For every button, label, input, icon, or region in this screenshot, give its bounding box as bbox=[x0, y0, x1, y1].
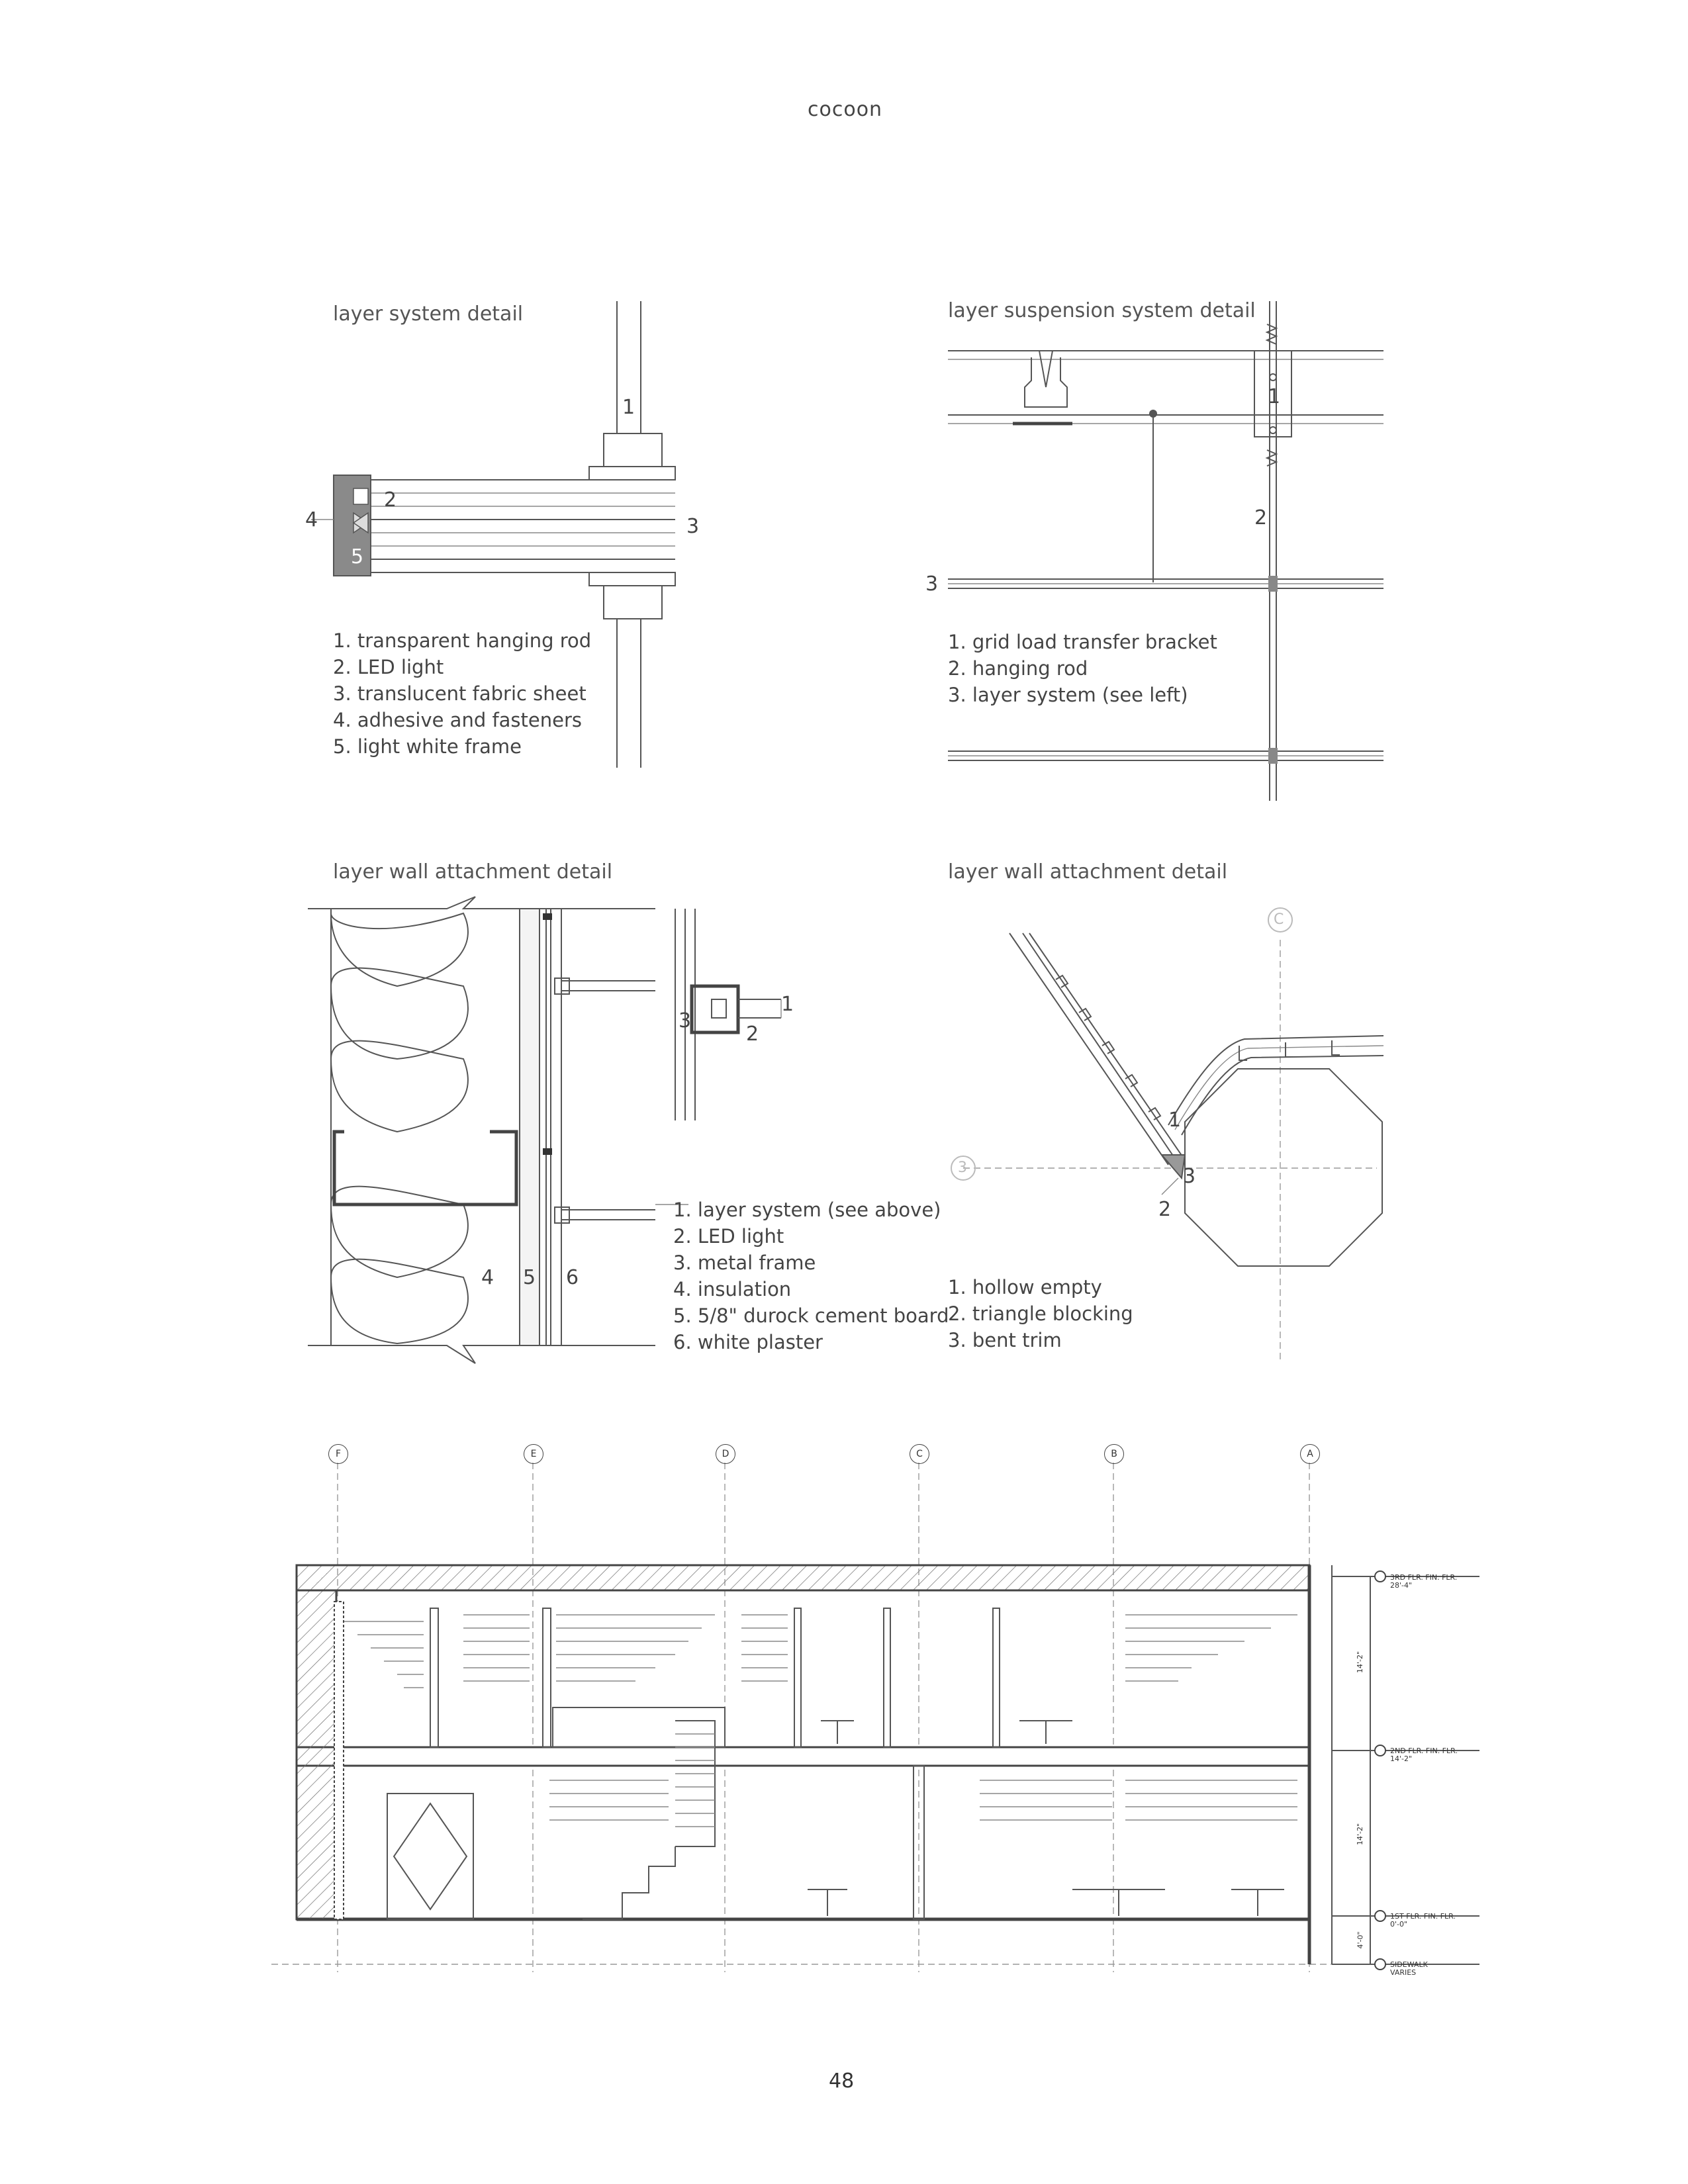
detail-3-inset-callout-2: 2 bbox=[746, 1023, 759, 1046]
dimension-upper-floor: 14'-2" bbox=[1356, 1651, 1365, 1674]
legend-item: 3. translucent fabric sheet bbox=[333, 682, 586, 705]
grid-label: A bbox=[1307, 1449, 1313, 1459]
grid-bubble-d bbox=[716, 1444, 735, 1464]
detail-4-grid-mark-3: 3 bbox=[958, 1160, 967, 1176]
detail-2-callout-2: 2 bbox=[1254, 506, 1268, 529]
detail-3-callout-4: 4 bbox=[481, 1266, 494, 1289]
legend-item: 4. insulation bbox=[673, 1278, 792, 1300]
detail-1-callout-1: 1 bbox=[622, 396, 635, 419]
legend-item: 5. 5/8" durock cement board bbox=[673, 1304, 949, 1327]
grid-label: F bbox=[335, 1449, 342, 1459]
grid-label: B bbox=[1111, 1449, 1117, 1459]
dimension-sidewalk: 4'-0" bbox=[1356, 1931, 1365, 1949]
grid-bubble-e bbox=[524, 1444, 543, 1464]
detail-4-grid-mark-c: C bbox=[1274, 911, 1284, 928]
grid-label: E bbox=[530, 1449, 537, 1459]
detail-4-title: layer wall attachment detail bbox=[948, 860, 1228, 884]
level-label-3rd-floor bbox=[1390, 1574, 1457, 1590]
legend-item: 2. hanging rod bbox=[948, 657, 1088, 680]
grid-label: C bbox=[916, 1449, 923, 1459]
level-name: SIDEWALK bbox=[1390, 1960, 1428, 1969]
detail-3-callout-5: 5 bbox=[523, 1266, 536, 1289]
detail-2-callout-3: 3 bbox=[925, 572, 939, 596]
level-label-2nd-floor bbox=[1390, 1747, 1458, 1763]
detail-4-callout-2: 2 bbox=[1158, 1198, 1172, 1221]
level-value: 14'-2" bbox=[1390, 1754, 1413, 1763]
legend-item: 5. light white frame bbox=[333, 735, 522, 758]
page-number: 48 bbox=[829, 2070, 855, 2093]
legend-item: 3. bent trim bbox=[948, 1329, 1062, 1351]
legend-item: 2. triangle blocking bbox=[948, 1302, 1133, 1325]
grid-bubble-a bbox=[1300, 1444, 1320, 1464]
detail-4-callout-3: 3 bbox=[1183, 1165, 1196, 1188]
legend-item: 1. grid load transfer bracket bbox=[948, 631, 1217, 653]
detail-3-inset-callout-3: 3 bbox=[679, 1009, 692, 1032]
detail-3-inset-callout-1: 1 bbox=[781, 993, 794, 1016]
legend-item: 3. metal frame bbox=[673, 1251, 816, 1274]
legend-item: 2. LED light bbox=[673, 1225, 784, 1248]
grid-bubble-f bbox=[328, 1444, 348, 1464]
legend-item: 1. transparent hanging rod bbox=[333, 629, 592, 652]
detail-2-title: layer suspension system detail bbox=[948, 299, 1256, 322]
level-value: 0'-0" bbox=[1390, 1920, 1408, 1929]
detail-4-callout-1: 1 bbox=[1168, 1109, 1182, 1132]
detail-3-title: layer wall attachment detail bbox=[333, 860, 613, 884]
legend-item: 4. adhesive and fasteners bbox=[333, 709, 583, 731]
grid-bubble-b bbox=[1104, 1444, 1124, 1464]
dimension-lower-floor: 14'-2" bbox=[1356, 1823, 1365, 1846]
detail-1-callout-3: 3 bbox=[686, 515, 700, 538]
level-label-sidewalk bbox=[1390, 1961, 1428, 1977]
grid-bubble-c bbox=[910, 1444, 929, 1464]
grid-label: D bbox=[722, 1449, 729, 1459]
legend-item: 6. white plaster bbox=[673, 1331, 823, 1353]
level-value: 28'-4" bbox=[1390, 1581, 1413, 1590]
detail-1-callout-2: 2 bbox=[384, 488, 397, 512]
detail-2-callout-1: 1 bbox=[1268, 385, 1281, 408]
detail-1-title: layer system detail bbox=[333, 302, 524, 326]
legend-item: 2. LED light bbox=[333, 656, 444, 678]
level-value: VARIES bbox=[1390, 1968, 1417, 1977]
legend-item: 1. layer system (see above) bbox=[673, 1199, 941, 1221]
level-name: 3RD FLR. FIN. FLR. bbox=[1390, 1573, 1458, 1582]
detail-3-callout-6: 6 bbox=[566, 1266, 579, 1289]
detail-1-callout-5: 5 bbox=[351, 545, 364, 569]
level-name: 1ST FLR. FIN. FLR. bbox=[1390, 1912, 1456, 1921]
legend-item: 3. layer system (see left) bbox=[948, 684, 1188, 706]
level-name: 2ND FLR. FIN. FLR. bbox=[1390, 1747, 1458, 1755]
document-title: cocoon bbox=[808, 98, 883, 121]
legend-item: 1. hollow empty bbox=[948, 1276, 1102, 1298]
detail-1-callout-4: 4 bbox=[305, 508, 318, 531]
level-label-1st-floor bbox=[1390, 1913, 1456, 1929]
